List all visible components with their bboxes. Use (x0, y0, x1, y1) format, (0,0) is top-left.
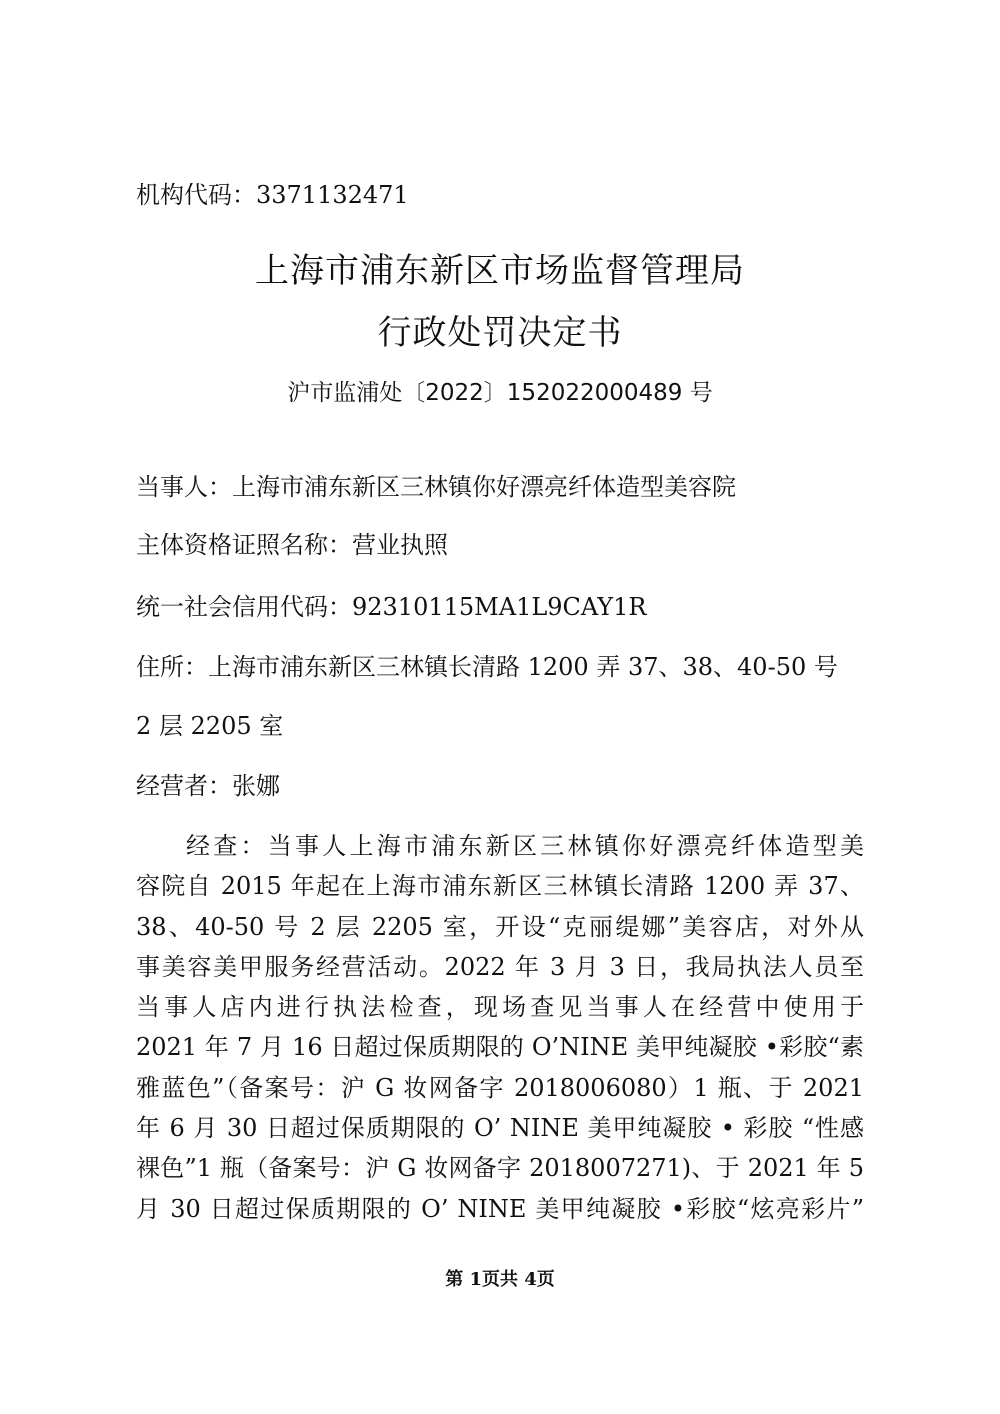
org-code-value: 3371132471 (256, 181, 409, 209)
field-value: 张娜 (232, 772, 280, 800)
field-address (136, 652, 838, 682)
document-type-title: 行政处罚决定书 (377, 313, 623, 353)
field-operator (136, 771, 280, 801)
field-value: 营业执照 (352, 531, 448, 559)
field-value: 92310115MA1L9CAY1R (352, 593, 647, 621)
paragraph-line: 38、40-50 号 2 层 2205 室，开设“克丽缇娜”美容店，对外从 (136, 912, 864, 941)
paragraph-line: 2021 年 7 月 16 日超过保质期限的 O’NINE 美甲纯凝胶 •彩胶“素 (136, 1033, 864, 1062)
paragraph-line: 裸色”1 瓶（备案号：沪 G 妆网备字 2018007271)、于 2021 年 5 (136, 1154, 864, 1183)
investigation-paragraph (136, 826, 864, 1229)
paragraph-line: 年 6 月 30 日超过保质期限的 O’ NINE 美甲纯凝胶 • 彩胶 “性感 (136, 1114, 864, 1143)
page-indicator: 第 1页共 4页 (445, 1269, 555, 1290)
paragraph-line: 月 30 日超过保质期限的 O’ NINE 美甲纯凝胶 •彩胶“炫亮彩片” (136, 1194, 864, 1223)
field-value: 上海市浦东新区三林镇长清路 1200 弄 37、38、40-50 号 (208, 653, 838, 681)
paragraph-line: 当事人店内进行执法检查，现场查见当事人在经营中使用于 (136, 993, 864, 1022)
field-label: 当事人： (136, 473, 232, 501)
field-label: 主体资格证照名称： (136, 531, 352, 559)
paragraph-line: 经查：当事人上海市浦东新区三林镇你好漂亮纤体造型美 (186, 832, 864, 860)
field-address-continuation: 2 层 2205 室 (136, 712, 284, 740)
field-value: 上海市浦东新区三林镇你好漂亮纤体造型美容院 (232, 473, 736, 501)
field-license-name (136, 530, 448, 560)
document-number: 沪市监浦处〔2022〕152022000489 号 (287, 380, 713, 406)
agency-title: 上海市浦东新区市场监督管理局 (255, 251, 745, 291)
field-label: 住所： (136, 653, 208, 681)
field-credit-code (136, 592, 646, 622)
org-code (136, 180, 409, 210)
paragraph-line: 雅蓝色”（备案号：沪 G 妆网备字 2018006080）1 瓶、于 2021 (136, 1073, 864, 1102)
org-code-label: 机构代码： (136, 181, 256, 209)
paragraph-line: 事美容美甲服务经营活动。2022 年 3 月 3 日，我局执法人员至 (136, 952, 864, 981)
field-label: 经营者： (136, 772, 232, 800)
field-party (136, 472, 736, 502)
paragraph-line: 容院自 2015 年起在上海市浦东新区三林镇长清路 1200 弄 37、 (136, 872, 864, 901)
field-label: 统一社会信用代码： (136, 593, 352, 621)
